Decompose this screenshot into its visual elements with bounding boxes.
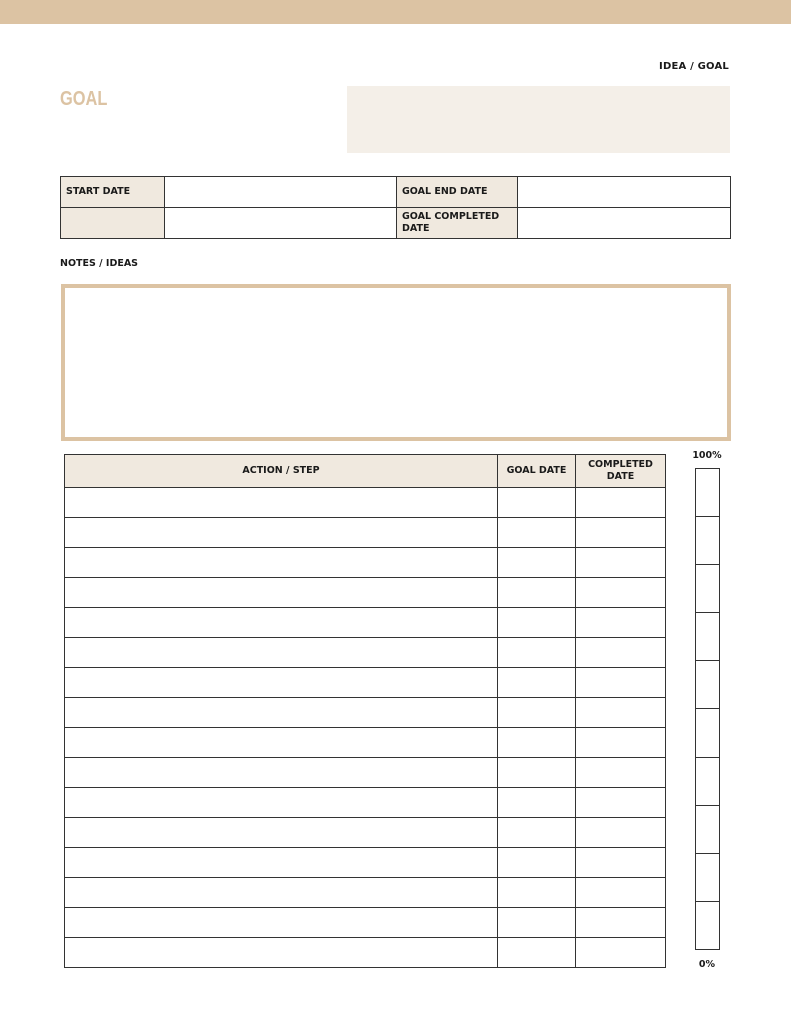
goal-date-cell[interactable] xyxy=(498,578,576,608)
progress-tracker xyxy=(695,468,720,950)
progress-segment[interactable] xyxy=(696,853,719,901)
goal-date-cell[interactable] xyxy=(498,668,576,698)
action-step-cell[interactable] xyxy=(65,938,498,968)
goal-date-column-header: GOAL DATE xyxy=(498,455,576,488)
goal-date-cell[interactable] xyxy=(498,518,576,548)
start-date-extra-cell xyxy=(61,208,165,239)
action-step-cell[interactable] xyxy=(65,698,498,728)
action-table-header xyxy=(65,455,666,488)
progress-segment[interactable] xyxy=(696,901,719,949)
progress-segment[interactable] xyxy=(696,612,719,660)
action-step-cell[interactable] xyxy=(65,818,498,848)
table-row xyxy=(65,788,666,818)
progress-segment[interactable] xyxy=(696,564,719,612)
action-step-cell[interactable] xyxy=(65,548,498,578)
goal-input-box[interactable] xyxy=(347,86,730,153)
progress-segment[interactable] xyxy=(696,469,719,516)
start-date-field[interactable] xyxy=(165,177,397,208)
action-step-cell[interactable] xyxy=(65,788,498,818)
progress-segment[interactable] xyxy=(696,660,719,708)
completed-date-cell[interactable] xyxy=(576,608,666,638)
action-step-cell[interactable] xyxy=(65,608,498,638)
table-row xyxy=(65,608,666,638)
action-step-cell[interactable] xyxy=(65,878,498,908)
goal-date-cell[interactable] xyxy=(498,488,576,518)
action-step-column-header: ACTION / STEP xyxy=(65,455,498,488)
goal-date-cell[interactable] xyxy=(498,788,576,818)
table-row xyxy=(65,908,666,938)
table-row xyxy=(65,668,666,698)
completed-date-cell[interactable] xyxy=(576,938,666,968)
completed-date-cell[interactable] xyxy=(576,548,666,578)
goal-date-cell[interactable] xyxy=(498,698,576,728)
table-row xyxy=(65,698,666,728)
completed-date-cell[interactable] xyxy=(576,788,666,818)
table-row xyxy=(65,518,666,548)
goal-date-cell[interactable] xyxy=(498,608,576,638)
goal-date-cell[interactable] xyxy=(498,638,576,668)
table-row xyxy=(65,548,666,578)
goal-title: GOAL xyxy=(60,88,108,110)
action-step-cell[interactable] xyxy=(65,668,498,698)
progress-top-label: 100% xyxy=(692,450,722,461)
goal-completed-date-label: GOAL COMPLETED DATE xyxy=(397,208,518,239)
completed-date-cell[interactable] xyxy=(576,848,666,878)
table-row xyxy=(65,938,666,968)
goal-completed-date-field[interactable] xyxy=(518,208,731,239)
completed-date-cell[interactable] xyxy=(576,698,666,728)
completed-date-cell[interactable] xyxy=(576,818,666,848)
completed-date-cell[interactable] xyxy=(576,488,666,518)
goal-date-cell[interactable] xyxy=(498,908,576,938)
table-row xyxy=(65,848,666,878)
action-step-cell[interactable] xyxy=(65,758,498,788)
completed-date-cell[interactable] xyxy=(576,908,666,938)
action-step-cell[interactable] xyxy=(65,908,498,938)
action-step-cell[interactable] xyxy=(65,488,498,518)
start-date-extra-field[interactable] xyxy=(165,208,397,239)
goal-date-cell[interactable] xyxy=(498,818,576,848)
table-row xyxy=(65,488,666,518)
dates-row-2 xyxy=(61,208,731,239)
completed-date-cell[interactable] xyxy=(576,638,666,668)
completed-date-cell[interactable] xyxy=(576,728,666,758)
completed-date-cell[interactable] xyxy=(576,578,666,608)
progress-segment[interactable] xyxy=(696,757,719,805)
action-steps-table xyxy=(64,454,666,968)
goal-date-cell[interactable] xyxy=(498,548,576,578)
completed-date-column-header: COMPLETED DATE xyxy=(576,455,666,488)
start-date-label: START DATE xyxy=(61,177,165,208)
table-row xyxy=(65,878,666,908)
top-accent-band xyxy=(0,0,791,24)
goal-date-cell[interactable] xyxy=(498,758,576,788)
progress-bottom-label: 0% xyxy=(698,959,716,970)
completed-date-cell[interactable] xyxy=(576,518,666,548)
table-row xyxy=(65,638,666,668)
table-row xyxy=(65,818,666,848)
table-row xyxy=(65,758,666,788)
completed-date-cell[interactable] xyxy=(576,668,666,698)
action-step-cell[interactable] xyxy=(65,728,498,758)
goal-end-date-field[interactable] xyxy=(518,177,731,208)
goal-end-date-label: GOAL END DATE xyxy=(397,177,518,208)
progress-segment[interactable] xyxy=(696,516,719,564)
goal-date-cell[interactable] xyxy=(498,848,576,878)
dates-table xyxy=(60,176,731,239)
action-step-cell[interactable] xyxy=(65,578,498,608)
idea-goal-label: IDEA / GOAL xyxy=(659,61,729,72)
action-step-cell[interactable] xyxy=(65,518,498,548)
table-row xyxy=(65,728,666,758)
notes-ideas-label: NOTES / IDEAS xyxy=(60,258,139,269)
action-step-cell[interactable] xyxy=(65,848,498,878)
progress-segment[interactable] xyxy=(696,708,719,756)
progress-segment[interactable] xyxy=(696,805,719,853)
goal-date-cell[interactable] xyxy=(498,938,576,968)
completed-date-cell[interactable] xyxy=(576,878,666,908)
action-step-cell[interactable] xyxy=(65,638,498,668)
goal-date-cell[interactable] xyxy=(498,728,576,758)
notes-ideas-box[interactable] xyxy=(61,284,731,441)
dates-row-1 xyxy=(61,177,731,208)
table-row xyxy=(65,578,666,608)
completed-date-cell[interactable] xyxy=(576,758,666,788)
goal-date-cell[interactable] xyxy=(498,878,576,908)
